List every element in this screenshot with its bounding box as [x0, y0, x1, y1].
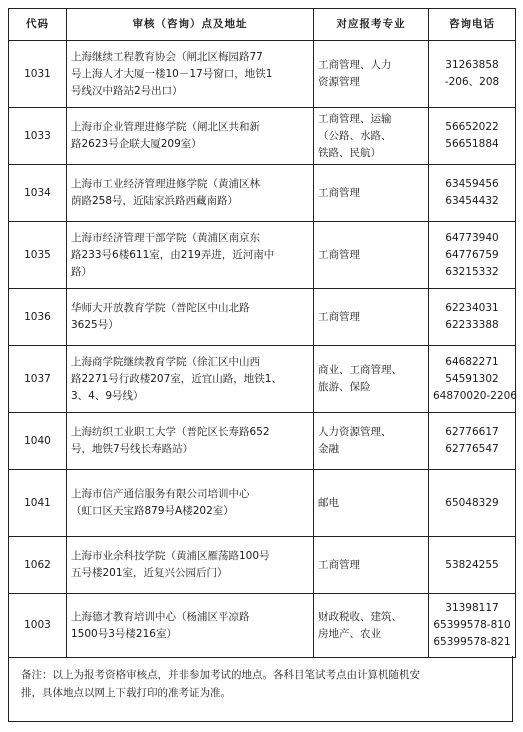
consultation-sheet	[8, 8, 515, 724]
cell-address-line: 华师大开放教育学院（普陀区中山北路	[71, 302, 250, 314]
cell-major-line: 工商管理	[318, 186, 360, 199]
table-row	[9, 289, 516, 346]
note-line-2: 排，具体地点以网上下载打印的准考证为准。	[21, 687, 231, 699]
table-row	[9, 346, 516, 413]
cell-address-line: 号，地铁7号线长寿路站）	[71, 443, 194, 455]
cell-phone-line: 62234031	[445, 302, 499, 314]
cell-address-line: 荫路258号，近陆家浜路西藏南路）	[71, 195, 239, 207]
cell-phone	[429, 41, 516, 108]
cell-major	[314, 346, 429, 413]
cell-code: 1037	[9, 346, 67, 413]
cell-phone-line: 63459456	[445, 178, 499, 190]
cell-phone-line: 56652022	[445, 121, 499, 133]
cell-major-line: （公路、水路、	[318, 129, 392, 142]
cell-address	[67, 537, 314, 594]
cell-address-line: 上海纺织工业职工大学（普陀区长寿路652	[71, 426, 270, 438]
table-row	[9, 108, 516, 165]
cell-address	[67, 346, 314, 413]
cell-phone	[429, 594, 516, 658]
cell-address	[67, 108, 314, 165]
table-header-row	[9, 9, 516, 41]
cell-phone-line: 31263858	[445, 59, 499, 71]
cell-major-line: 工商管理	[318, 558, 360, 571]
cell-phone-line: 65399578-821	[433, 636, 511, 648]
cell-address-line: 上海德才教育培训中心（杨浦区平凉路	[71, 610, 250, 623]
cell-code: 1036	[9, 289, 67, 346]
cell-code: 1035	[9, 222, 67, 289]
cell-major-line: 邮电	[318, 496, 339, 509]
cell-phone	[429, 346, 516, 413]
cell-major-line: 工商管理	[318, 248, 360, 261]
cell-phone	[429, 222, 516, 289]
cell-address-line: 3、4、9号线）	[71, 389, 144, 402]
cell-address-line: 号线汉中路站2号出口）	[71, 84, 183, 97]
cell-major	[314, 222, 429, 289]
cell-phone-line: 65399578-810	[433, 619, 511, 631]
cell-address-line: 上海市企业管理进修学院（闸北区共和新	[71, 121, 260, 133]
cell-code: 1031	[9, 41, 67, 108]
cell-address	[67, 413, 314, 470]
cell-code: 1003	[9, 594, 67, 658]
cell-phone-line: 53824255	[445, 558, 499, 571]
cell-address-line: 号上海人才大厦一楼10－17号窗口，地铁1	[71, 67, 273, 80]
cell-code: 1062	[9, 537, 67, 594]
note-line-1: 备注：以上为报考资格审核点，并非参加考试的地点。各科目笔试考点由计算机随机安	[21, 669, 420, 681]
header-address: 审核（咨询）点及地址	[67, 9, 314, 41]
cell-address	[67, 41, 314, 108]
cell-address-line: 路2623号企联大厦209室）	[71, 138, 202, 150]
table-row	[9, 413, 516, 470]
cell-phone-line: 62776617	[445, 426, 499, 438]
cell-major	[314, 594, 429, 658]
cell-address-line: （虹口区天宝路879号A楼202室）	[71, 505, 234, 517]
header-major: 对应报考专业	[314, 9, 429, 41]
cell-address	[67, 289, 314, 346]
cell-address-line: 1500号3号楼216室）	[71, 627, 177, 640]
table-row	[9, 537, 516, 594]
cell-major-line: 旅游、保险	[318, 381, 371, 393]
table-row	[9, 222, 516, 289]
cell-major-line: 金融	[318, 443, 339, 455]
cell-code: 1040	[9, 413, 67, 470]
cell-address-line: 上海商学院继续教育学院（徐汇区中山西	[71, 355, 260, 368]
cell-address-line: 上海市经济管理干部学院（黄浦区南京东	[71, 231, 260, 244]
cell-phone-line: 64870020-2206	[433, 389, 517, 402]
cell-major	[314, 470, 429, 537]
cell-major	[314, 108, 429, 165]
cell-address-line: 上海市信产通信服务有限公司培训中心	[71, 488, 250, 500]
cell-code: 1034	[9, 165, 67, 222]
cell-code: 1033	[9, 108, 67, 165]
cell-major-line: 铁路、民航）	[318, 146, 381, 159]
header-code: 代码	[9, 9, 67, 41]
cell-major-line: 商业、工商管理、	[318, 364, 402, 376]
cell-address	[67, 594, 314, 658]
cell-phone-line: 31398117	[445, 602, 499, 614]
cell-address-line: 上海市工业经济管理进修学院（黄浦区林	[71, 178, 260, 190]
cell-address	[67, 470, 314, 537]
cell-major-line: 财政税收、建筑、	[318, 610, 402, 623]
cell-major-line: 房地产、农业	[318, 627, 381, 640]
cell-major-line: 工商管理、人力	[318, 59, 392, 71]
cell-address-line: 上海继续工程教育协会（闸北区梅园路77	[71, 50, 263, 63]
table-body	[9, 41, 516, 658]
cell-major-line: 资源管理	[318, 76, 360, 88]
cell-address-line: 路2271号行政楼207室，近宜山路，地铁1、	[71, 372, 282, 385]
table-row	[9, 41, 516, 108]
cell-phone-line: 64776759	[445, 248, 499, 261]
cell-major	[314, 41, 429, 108]
cell-address	[67, 165, 314, 222]
cell-phone	[429, 108, 516, 165]
consultation-table	[8, 8, 516, 658]
cell-major	[314, 165, 429, 222]
cell-major-line: 工商管理、运输	[318, 112, 392, 125]
cell-phone-line: 56651884	[445, 138, 499, 150]
cell-phone-line: 62776547	[445, 443, 499, 455]
cell-address-line: 上海市业余科技学院（黄浦区雁荡路100号	[71, 550, 270, 562]
note-box	[8, 656, 513, 722]
cell-major	[314, 413, 429, 470]
cell-phone-line: 65048329	[445, 496, 499, 509]
cell-phone	[429, 165, 516, 222]
cell-phone	[429, 537, 516, 594]
cell-phone-line: 63215332	[445, 265, 499, 278]
cell-major-line: 工商管理	[318, 310, 360, 323]
cell-address	[67, 222, 314, 289]
table-row	[9, 470, 516, 537]
cell-address-line: 路）	[71, 265, 92, 278]
header-phone: 咨询电话	[429, 9, 516, 41]
cell-major	[314, 537, 429, 594]
cell-phone	[429, 413, 516, 470]
cell-major	[314, 289, 429, 346]
table-row	[9, 165, 516, 222]
table-row	[9, 594, 516, 658]
cell-address-line: 五号楼201室，近复兴公园后门）	[71, 567, 228, 579]
cell-phone-line: 63454432	[445, 195, 499, 207]
cell-phone-line: 62233388	[445, 319, 499, 331]
cell-phone	[429, 289, 516, 346]
cell-phone-line: 54591302	[445, 372, 499, 385]
cell-phone-line: 64682271	[445, 355, 499, 368]
cell-phone-line: 64773940	[445, 231, 499, 244]
cell-address-line: 路233号6楼611室，由219弄进，近河南中	[71, 248, 275, 261]
cell-code: 1041	[9, 470, 67, 537]
cell-phone-line: -206、208	[444, 76, 500, 88]
cell-major-line: 人力资源管理、	[318, 426, 392, 438]
cell-phone	[429, 470, 516, 537]
cell-address-line: 3625号）	[71, 319, 119, 331]
